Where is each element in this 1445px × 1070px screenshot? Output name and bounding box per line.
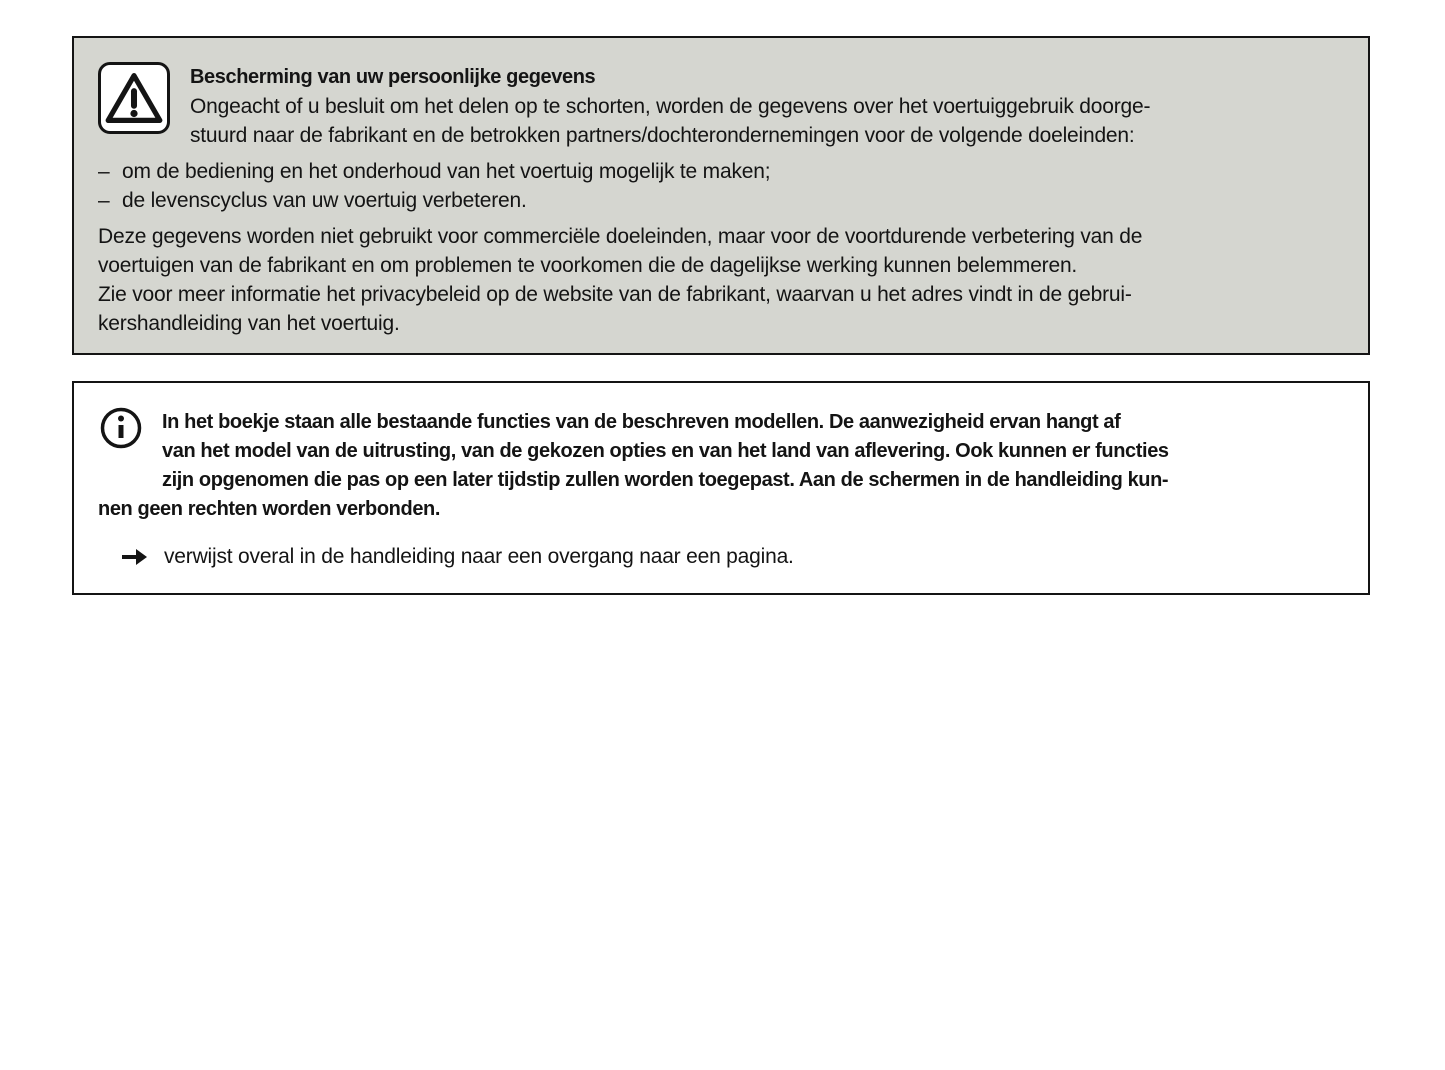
warning-box-title: Bescherming van uw persoonlijke gegevens bbox=[190, 66, 596, 88]
bullet-dash: – bbox=[98, 189, 110, 212]
bullet-item bbox=[98, 157, 1368, 186]
info-circle-icon bbox=[100, 407, 142, 449]
warning-paragraph-line: Zie voor meer informatie het privacybeleid op de website van de fabrikant, waarvan u het adres vindt in de gebrui- bbox=[98, 283, 1132, 306]
bullet-text: de levenscyclus van uw voertuig verbeteren. bbox=[122, 189, 527, 212]
arrow-note-text: verwijst overal in de handleiding naar een overgang naar een pagina. bbox=[164, 545, 794, 568]
warning-intro-line: stuurd naar de fabrikant en de betrokken partners/dochterondernemingen voor de volgende doeleinden: bbox=[190, 124, 1135, 147]
right-arrow-icon bbox=[120, 547, 148, 567]
info-bold-line: zijn opgenomen die pas op een later tijdstip zullen worden toegepast. Aan de schermen in de handleiding kun- bbox=[162, 469, 1169, 491]
arrow-note-row bbox=[120, 542, 1368, 571]
warning-paragraph-line: Deze gegevens worden niet gebruikt voor commerciële doeleinden, maar voor de voortdurende verbetering van de bbox=[98, 225, 1143, 248]
bullet-text: om de bediening en het onderhoud van het voertuig mogelijk te maken; bbox=[122, 160, 771, 183]
info-bold-line: nen geen rechten worden verbonden. bbox=[98, 498, 441, 520]
info-bold-line: In het boekje staan alle bestaande functies van de beschreven modellen. De aanwezigheid ervan hangt af bbox=[162, 411, 1121, 433]
info-note-box bbox=[72, 381, 1370, 595]
warning-triangle-icon bbox=[98, 62, 170, 134]
bullet-item bbox=[98, 186, 1368, 215]
info-bold-line: van het model van de uitrusting, van de gekozen opties en van het land van aflevering. Ook kunnen er functies bbox=[162, 440, 1169, 462]
privacy-warning-box bbox=[72, 36, 1370, 355]
warning-intro-line: Ongeacht of u besluit om het delen op te schorten, worden de gegevens over het voertuiggebruik doorge- bbox=[190, 95, 1151, 118]
warning-paragraph-line: voertuigen van de fabrikant en om problemen te voorkomen die de dagelijkse werking kunnen belemmeren. bbox=[98, 254, 1078, 277]
bullet-dash: – bbox=[98, 160, 110, 183]
warning-paragraph-line: kershandleiding van het voertuig. bbox=[98, 312, 400, 335]
